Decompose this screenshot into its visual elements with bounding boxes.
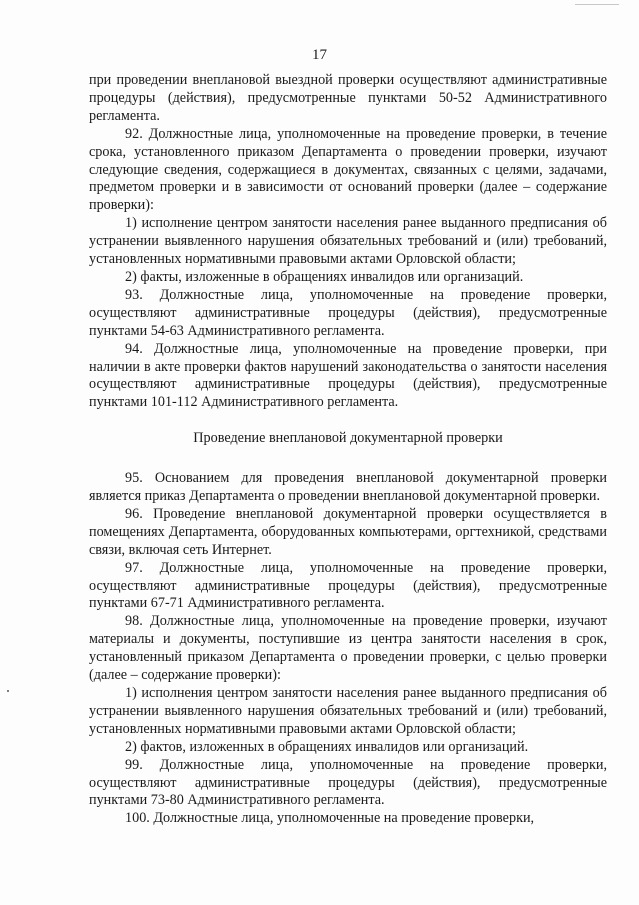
list-item-92-1: 1) исполнение центром занятости населения ранее выданного предписания об устранении выявленного нарушения обязательных требований и (или) требований, установленных нормативными правовыми актами Орловской области; (89, 215, 607, 268)
list-item-98-2: 2) фактов, изложенных в обращениях инвалидов или организаций. (125, 738, 529, 755)
page-number: 17 (312, 47, 327, 63)
paragraph-92: 92. Должностные лица, уполномоченные на проведение проверки, в течение срока, установленного приказом Департамента о проведении проверки, изучают следующие сведения, содержащиеся в документах, связанных с целями, задачами, предметом проверки и в зависимости от оснований проверки (далее – содержание проверки): (89, 125, 607, 214)
list-item-98-1: 1) исполнения центром занятости населения ранее выданного предписания об устранении выявленного нарушения обязательных требований и (или) требований, установленных нормативными правовыми актами Орловской области; (89, 685, 607, 737)
paragraph-continuation: при проведении внеплановой выездной проверки осуществляют административные процедуры (действия), предусмотренные пунктами 50-52 Административного регламента. (89, 72, 607, 124)
page-body (89, 72, 607, 828)
paragraph-95: 95. Основанием для проведения внеплановой документарной проверки является приказ Департамента о проведении внеплановой документарной проверки. (89, 470, 607, 505)
paragraph-96: 96. Проведение внеплановой документарной проверки осуществляется в помещениях Департамента, оборудованных компьютерами, оргтехникой, средствами связи, включая сеть Интернет. (89, 505, 607, 558)
scan-artifact-dot (7, 690, 9, 692)
paragraph-99: 99. Должностные лица, уполномоченные на проведение проверки, осуществляют административные процедуры (действия), предусмотренные пунктами 73-80 Административного регламента. (89, 756, 607, 809)
paragraph-98: 98. Должностные лица, уполномоченные на проведение проверки, изучают материалы и документы, поступившие из центра занятости населения в срок, установленный приказом Департамента о проведении проверки, с целью проверки (далее – содержание проверки): (89, 613, 607, 684)
section-heading: Проведение внеплановой документарной проверки (193, 430, 503, 447)
scan-artifact-line (575, 4, 619, 5)
paragraph-100: 100. Должностные лица, уполномоченные на проведение проверки, (125, 810, 535, 827)
paragraph-94: 94. Должностные лица, уполномоченные на проведение проверки, при наличии в акте проверки фактов нарушений законодательства о занятости населения осуществляют административные процедуры (действия), предусмотренные пунктами 101-112 Административного регламента. (89, 340, 607, 411)
paragraph-97: 97. Должностные лица, уполномоченные на проведение проверки, осуществляют административные процедуры (действия), предусмотренные пунктами 67-71 Административного регламента. (89, 559, 607, 612)
paragraph-93: 93. Должностные лица, уполномоченные на проведение проверки, осуществляют административные процедуры (действия), предусмотренные пунктами 54-63 Административного регламента. (89, 286, 607, 339)
list-item-92-2: 2) факты, изложенные в обращениях инвалидов или организаций. (125, 268, 524, 285)
